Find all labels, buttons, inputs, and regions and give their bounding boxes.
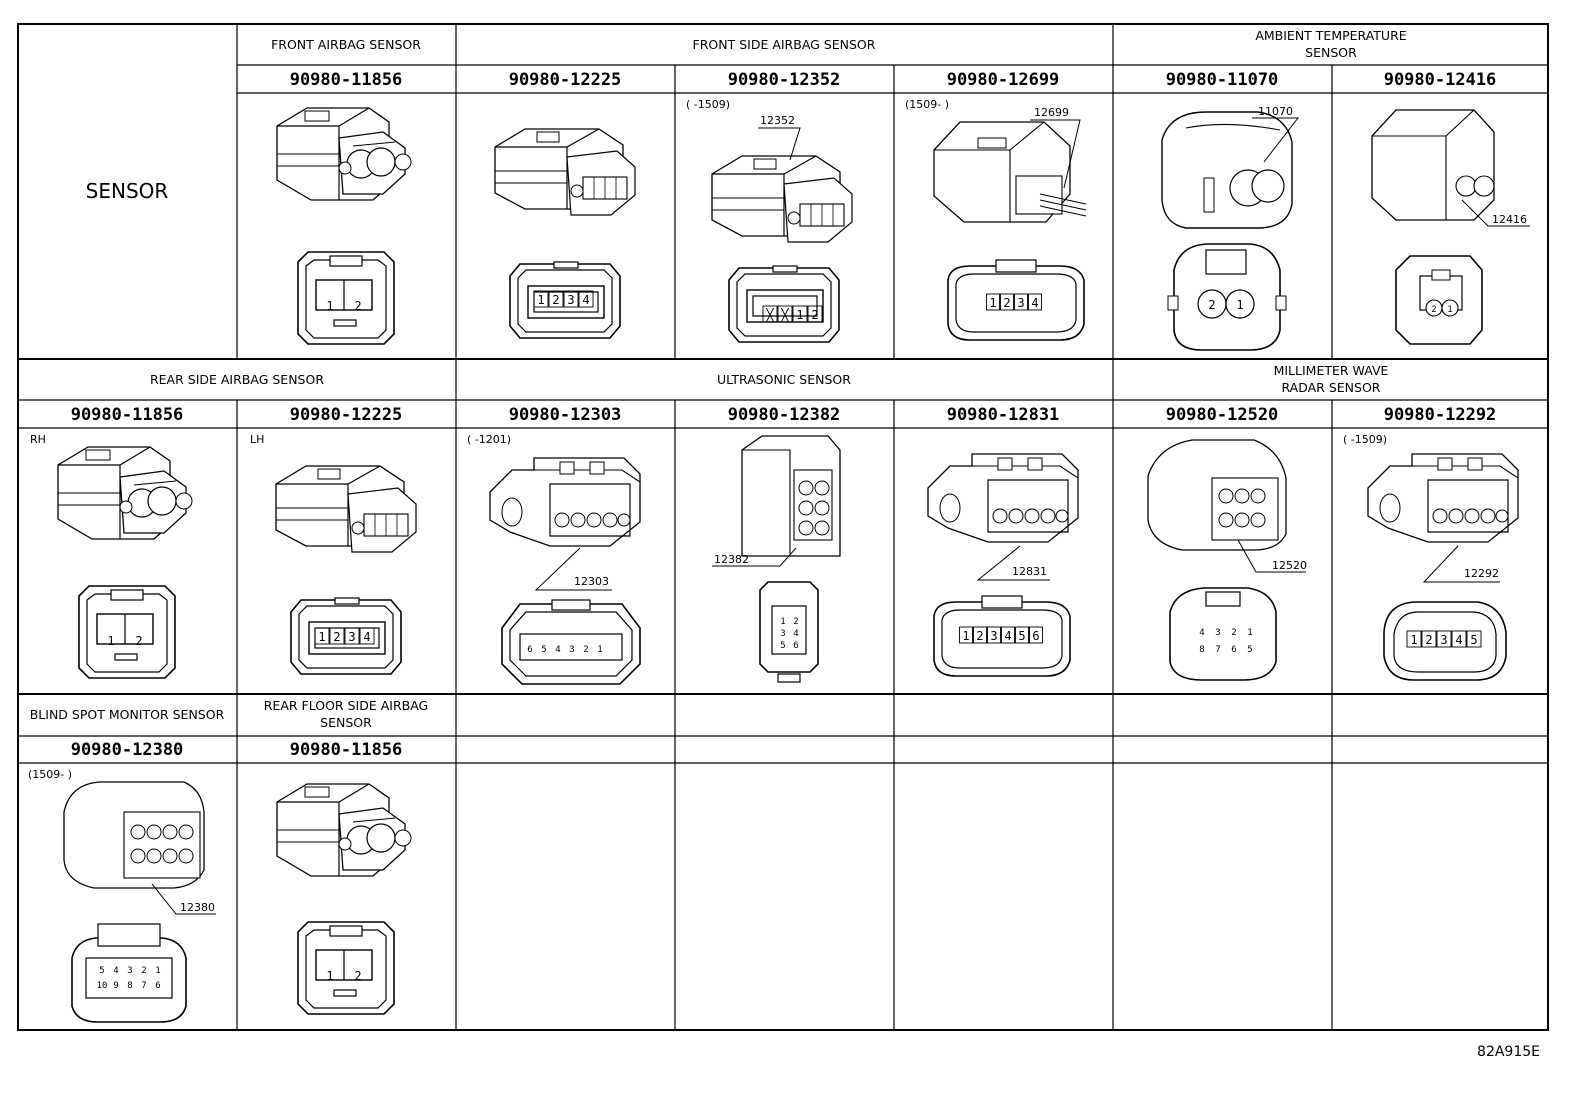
pin-number: 3 (127, 966, 133, 976)
category-rear-floor-line2: SENSOR (320, 715, 372, 730)
pin-number: 1 (107, 634, 115, 648)
pin-number: 3 (780, 629, 786, 639)
pin-number: 5 (780, 641, 786, 651)
pin-number: 4 (555, 645, 561, 655)
callout-label: 12303 (574, 575, 609, 588)
pin-number: 2 (333, 630, 341, 644)
connector-r1c1 (277, 108, 411, 344)
pin-number: 7 (141, 981, 147, 991)
note-side-lh: LH (250, 433, 265, 446)
pin-number: 1 (597, 645, 603, 655)
pin-number: 1 (155, 966, 161, 976)
pin-number: 1 (1236, 298, 1244, 312)
pin-number: 2 (1208, 298, 1216, 312)
pin-number: 2 (141, 966, 147, 976)
category-front-airbag: FRONT AIRBAG SENSOR (271, 37, 421, 52)
part-number: 90980-12225 (289, 405, 403, 425)
part-number: 90980-11856 (70, 405, 184, 425)
category-blind-spot: BLIND SPOT MONITOR SENSOR (29, 707, 225, 722)
pin-number: 2 (1231, 628, 1237, 638)
pin-number: 5 (99, 966, 105, 976)
category-mmwave-line2: RADAR SENSOR (1281, 380, 1381, 395)
pin-number: 7 (1215, 645, 1221, 655)
pin-number: 2 (552, 293, 560, 307)
part-number: 90980-12225 (508, 70, 622, 90)
pin-number: 1 (326, 969, 334, 983)
note-date-range: ( -1509) (1343, 433, 1388, 446)
pin-number: 1 (1447, 305, 1453, 315)
pin-number: 2 (354, 299, 362, 313)
pin-number: 2 (354, 969, 362, 983)
pin-number: 5 (541, 645, 547, 655)
part-number: 90980-11856 (289, 70, 403, 90)
pin-number: 2 (583, 645, 589, 655)
part-number: 90980-12380 (70, 740, 184, 760)
pin-number: 1 (537, 293, 545, 307)
note-date-range: ( -1509) (686, 98, 731, 111)
pin-number: 4 (1455, 633, 1463, 647)
category-ultrasonic: ULTRASONIC SENSOR (717, 372, 851, 387)
callout-label: 12292 (1464, 567, 1499, 580)
pin-number: ╳ (781, 308, 789, 322)
pin-number: 2 (976, 629, 984, 643)
pin-number: 9 (113, 981, 119, 991)
pin-number: 2 (1425, 633, 1433, 647)
note-date-range: ( -1201) (467, 433, 512, 446)
pin-number: 5 (1247, 645, 1253, 655)
pin-number: 6 (1032, 629, 1040, 643)
connector-r2c2 (276, 466, 416, 674)
pin-number: 5 (1018, 629, 1026, 643)
connector-r3c2 (277, 784, 411, 1014)
pin-number: 4 (793, 629, 799, 639)
category-mmwave-line1: MILLIMETER WAVE (1273, 363, 1389, 378)
pin-number: 4 (1031, 296, 1039, 310)
pin-number: 4 (1199, 628, 1205, 638)
callout-label: 12831 (1012, 565, 1047, 578)
note-date-range: (1509- ) (28, 768, 73, 781)
part-number: 90980-12352 (727, 70, 841, 90)
category-ambient-temp-line2: SENSOR (1305, 45, 1357, 60)
category-ambient-temp-line1: AMBIENT TEMPERATURE (1255, 28, 1407, 43)
pin-number: 3 (990, 629, 998, 643)
pin-number: 6 (1231, 645, 1237, 655)
callout-label: 12416 (1492, 213, 1527, 226)
pin-number: 3 (1215, 628, 1221, 638)
sensor-label: SENSOR (85, 179, 169, 203)
part-number: 90980-12292 (1383, 405, 1497, 425)
pin-number: 4 (363, 630, 371, 644)
pin-number: 1 (780, 617, 786, 627)
pin-number: 2 (1003, 296, 1011, 310)
drawing-id: 82A915E (1477, 1044, 1540, 1060)
pin-number: 1 (326, 299, 334, 313)
part-number: 90980-12382 (727, 405, 841, 425)
pin-number: 3 (1017, 296, 1025, 310)
pin-number: 4 (113, 966, 119, 976)
pin-number: 2 (793, 617, 799, 627)
part-number: 90980-11856 (289, 740, 403, 760)
pin-number: 8 (127, 981, 133, 991)
pin-number: 1 (1247, 628, 1253, 638)
pin-number: 1 (318, 630, 326, 644)
pin-number: 5 (1470, 633, 1478, 647)
callout-label: 12699 (1034, 106, 1069, 119)
callout-label: 11070 (1258, 105, 1293, 118)
callout-label: 12382 (714, 553, 749, 566)
pin-number: 2 (1431, 305, 1437, 315)
pin-number: 1 (796, 308, 804, 322)
pin-number: 3 (1440, 633, 1448, 647)
part-numbers-row2 (71, 405, 1497, 425)
part-numbers-row1 (290, 70, 1497, 90)
pin-number: 1 (989, 296, 997, 310)
note-side-rh: RH (30, 433, 46, 446)
part-number: 90980-12303 (508, 405, 622, 425)
pin-number: 6 (155, 981, 161, 991)
pin-number: 1 (962, 629, 970, 643)
callout-label: 12520 (1272, 559, 1307, 572)
category-rear-side-airbag: REAR SIDE AIRBAG SENSOR (149, 372, 325, 387)
pin-number: 3 (569, 645, 575, 655)
category-rear-floor-line1: REAR FLOOR SIDE AIRBAG (263, 698, 429, 713)
pin-number: 3 (348, 630, 356, 644)
connector-r2c1 (58, 447, 192, 678)
pin-number: 2 (135, 634, 143, 648)
category-front-side-airbag: FRONT SIDE AIRBAG SENSOR (692, 37, 876, 52)
pin-number: 6 (793, 641, 799, 651)
part-number: 90980-12520 (1165, 405, 1279, 425)
pin-number: ╳ (766, 308, 774, 322)
connector-r1c5 (1162, 112, 1298, 350)
part-number: 90980-12416 (1383, 70, 1497, 90)
callout-label: 12380 (180, 901, 215, 914)
part-number: 90980-11070 (1165, 70, 1279, 90)
part-number: 90980-12831 (946, 405, 1060, 425)
pin-number: 1 (1410, 633, 1418, 647)
callout-label: 12352 (760, 114, 795, 127)
pin-number: 2 (811, 308, 819, 322)
pin-number: 10 (96, 981, 108, 991)
pin-number: 6 (527, 645, 533, 655)
part-number: 90980-12699 (946, 70, 1060, 90)
pin-number: 4 (1004, 629, 1012, 643)
connector-r2c3 (490, 458, 640, 684)
pin-number: 3 (567, 293, 575, 307)
pin-number: 8 (1199, 645, 1205, 655)
pin-number: 4 (582, 293, 590, 307)
note-date-range: (1509- ) (905, 98, 950, 111)
